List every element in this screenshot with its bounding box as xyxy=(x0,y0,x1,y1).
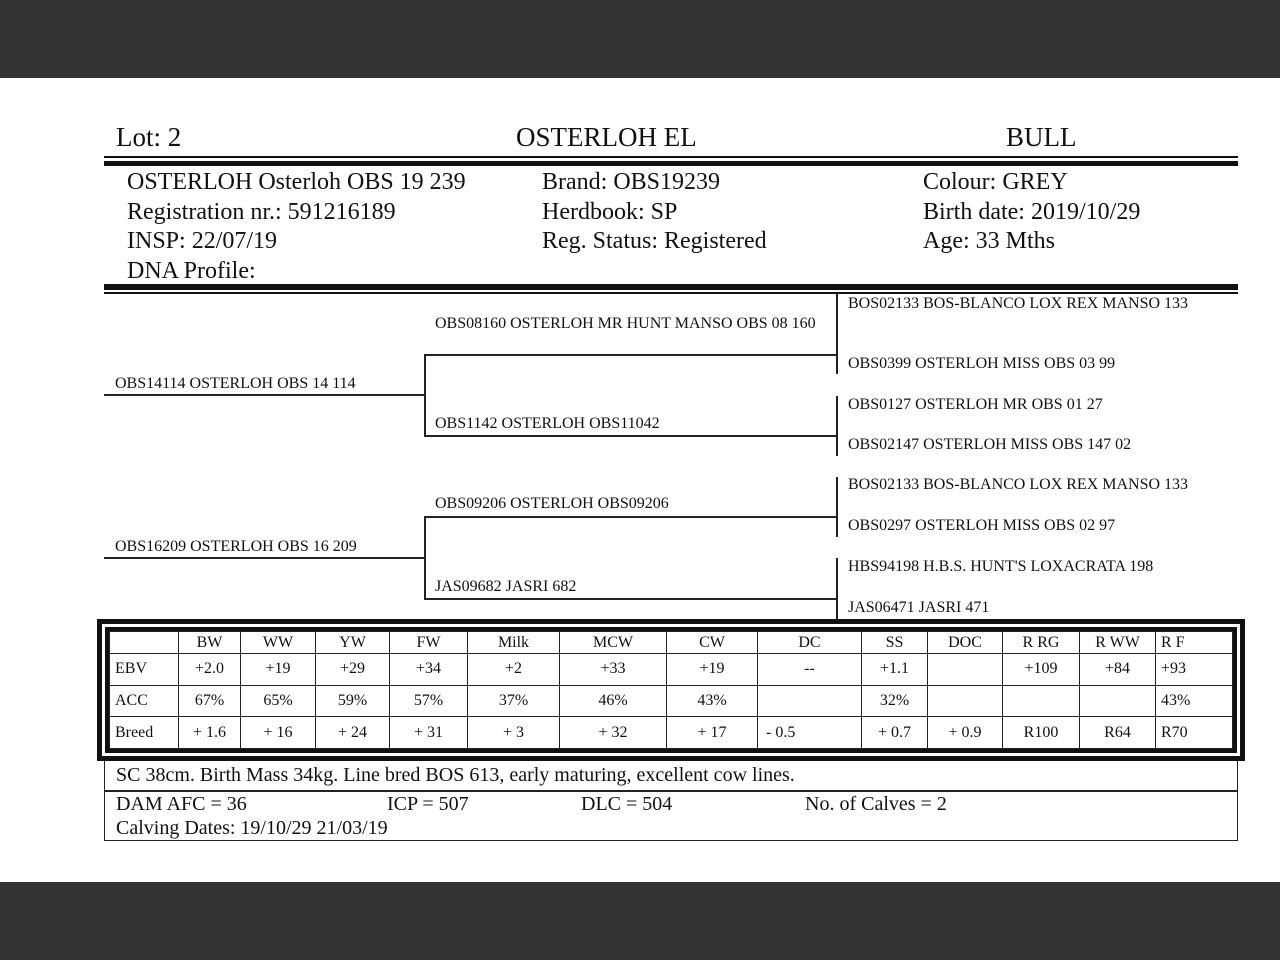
ebv-header-cell: FW xyxy=(390,632,468,654)
breed-cell: + 0.7 xyxy=(862,717,928,749)
acc-cell: 46% xyxy=(560,685,667,717)
pedigree-ggp-5: BOS02133 BOS-BLANCO LOX REX MANSO 133 xyxy=(848,476,1189,493)
pedigree-ggp-3: OBS0127 OSTERLOH MR OBS 01 27 xyxy=(848,396,1103,413)
breed-cell: R100 xyxy=(1003,717,1080,749)
dna-profile: DNA Profile: xyxy=(127,257,256,284)
ebv-header-cell: DOC xyxy=(928,632,1003,654)
breed-cell: + 31 xyxy=(390,717,468,749)
breed-cell: R70 xyxy=(1156,717,1233,749)
pedigree-dam: OBS16209 OSTERLOH OBS 16 209 xyxy=(115,538,357,555)
details-column-2 xyxy=(542,168,767,257)
acc-cell xyxy=(1003,685,1080,717)
ebv-cell: +93 xyxy=(1156,654,1233,686)
ebv-table-frame xyxy=(97,619,1245,761)
ggp-bracket-2 xyxy=(836,396,838,456)
acc-cell: 65% xyxy=(241,685,316,717)
dam-line xyxy=(104,557,425,559)
acc-cell: 32% xyxy=(862,685,928,717)
brand: Brand: OBS19239 xyxy=(542,169,721,195)
ebv-header-cell xyxy=(110,632,179,654)
ebv-cell xyxy=(928,654,1003,686)
viewer-bottom-bar xyxy=(0,882,1280,960)
pedigree-ggp-7: HBS94198 H.B.S. HUNT'S LOXACRATA 198 xyxy=(848,558,1154,575)
acc-row-label: ACC xyxy=(110,685,179,717)
dam-stats-row xyxy=(105,793,1237,815)
ebv-header-cell: SS xyxy=(862,632,928,654)
ebv-cell: +1.1 xyxy=(862,654,928,686)
breed-cell: + 17 xyxy=(667,717,758,749)
ebv-header-cell: R F xyxy=(1156,632,1233,654)
ebv-header-cell: BW xyxy=(179,632,241,654)
acc-cell xyxy=(758,685,862,717)
reg-status: Reg. Status: Registered xyxy=(542,228,767,254)
sire-bracket xyxy=(424,354,426,436)
acc-cell: 43% xyxy=(667,685,758,717)
pedigree-ggp-2: OBS0399 OSTERLOH MISS OBS 03 99 xyxy=(848,355,1116,372)
ebv-cell: +29 xyxy=(316,654,390,686)
ebv-row-label: EBV xyxy=(110,654,179,686)
ebv-cell: +34 xyxy=(390,654,468,686)
lot-number: Lot: 2 xyxy=(116,122,182,152)
details-column-3 xyxy=(923,168,1140,257)
icp: ICP = 507 xyxy=(387,793,469,815)
ebv-header-cell: CW xyxy=(667,632,758,654)
ebv-table-inner-frame xyxy=(105,627,1237,753)
pedigree-ggp-8: JAS06471 JASRI 471 xyxy=(848,599,990,616)
breed-cell: R64 xyxy=(1080,717,1156,749)
ebv-cell: +33 xyxy=(560,654,667,686)
pedigree-dam-dam: JAS09682 JASRI 682 xyxy=(435,578,577,595)
breed-cell: + 24 xyxy=(316,717,390,749)
dlc: DLC = 504 xyxy=(581,793,673,815)
acc-cell: 67% xyxy=(179,685,241,717)
acc-cell: 59% xyxy=(316,685,390,717)
dam-dam-line xyxy=(424,598,837,600)
ebv-header-cell: R WW xyxy=(1080,632,1156,654)
ebv-cell: +2.0 xyxy=(179,654,241,686)
breed-cell: + 32 xyxy=(560,717,667,749)
ebv-header-cell: MCW xyxy=(560,632,667,654)
birth-date: Birth date: 2019/10/29 xyxy=(923,198,1141,225)
pedigree-ggp-4: OBS02147 OSTERLOH MISS OBS 147 02 xyxy=(848,436,1132,453)
pedigree-ggp-6: OBS0297 OSTERLOH MISS OBS 02 97 xyxy=(848,517,1116,534)
notes-box xyxy=(104,761,1238,841)
acc-cell: 37% xyxy=(468,685,560,717)
ebv-row xyxy=(110,654,1233,686)
ebv-cell: +2 xyxy=(468,654,560,686)
lot-title-row xyxy=(104,122,1238,156)
pedigree-sire-sire: OBS08160 OSTERLOH MR HUNT MANSO OBS 08 160 xyxy=(435,315,816,332)
breed-cell: + 0.9 xyxy=(928,717,1003,749)
colour: Colour: GREY xyxy=(923,169,1068,195)
ggp-bracket-3 xyxy=(836,477,838,537)
acc-cell: 57% xyxy=(390,685,468,717)
ebv-header-cell: WW xyxy=(241,632,316,654)
ebv-table xyxy=(109,631,1233,749)
ebv-cell: +109 xyxy=(1003,654,1080,686)
sire-dam-line xyxy=(424,435,837,437)
ebv-cell: +19 xyxy=(241,654,316,686)
ebv-header-cell: Milk xyxy=(468,632,560,654)
acc-cell: 43% xyxy=(1156,685,1233,717)
breed-cell: + 3 xyxy=(468,717,560,749)
sire-sire-line xyxy=(424,354,837,356)
ebv-header-cell: YW xyxy=(316,632,390,654)
inspection-date: INSP: 22/07/19 xyxy=(127,228,278,254)
age: Age: 33 Mths xyxy=(923,228,1055,254)
catalogue-page xyxy=(0,78,1280,882)
notes-divider xyxy=(105,790,1237,792)
breed-cell: - 0.5 xyxy=(758,717,862,749)
header-rule xyxy=(104,156,1238,165)
breed-row xyxy=(110,717,1233,749)
pedigree-sire: OBS14114 OSTERLOH OBS 14 114 xyxy=(115,375,356,392)
full-name: OSTERLOH Osterloh OBS 19 239 xyxy=(127,169,466,195)
details-column-1 xyxy=(127,168,466,286)
sire-line xyxy=(104,394,425,396)
animal-name: OSTERLOH EL xyxy=(516,122,697,152)
registration-number: Registration nr.: 591216189 xyxy=(127,198,396,225)
ebv-cell: +19 xyxy=(667,654,758,686)
number-of-calves: No. of Calves = 2 xyxy=(805,793,947,815)
viewer-top-bar xyxy=(0,0,1280,78)
dam-bracket xyxy=(424,516,426,598)
ebv-header-cell: R RG xyxy=(1003,632,1080,654)
ebv-cell: -- xyxy=(758,654,862,686)
ebv-header-cell: DC xyxy=(758,632,862,654)
breed-cell: + 16 xyxy=(241,717,316,749)
calving-dates: Calving Dates: 19/10/29 21/03/19 xyxy=(116,817,388,839)
pedigree-sire-dam: OBS1142 OSTERLOH OBS11042 xyxy=(435,415,660,432)
pedigree-ggp-1: BOS02133 BOS-BLANCO LOX REX MANSO 133 xyxy=(848,295,1189,312)
acc-cell xyxy=(928,685,1003,717)
ebv-cell: +84 xyxy=(1080,654,1156,686)
comment-text: SC 38cm. Birth Mass 34kg. Line bred BOS 613, early maturing, excellent cow lines. xyxy=(116,764,795,786)
dam-sire-line xyxy=(424,516,837,518)
acc-row xyxy=(110,685,1233,717)
dam-afc: DAM AFC = 36 xyxy=(116,793,247,815)
ggp-bracket-1 xyxy=(836,294,838,374)
pedigree-chart xyxy=(104,294,1238,619)
animal-sex: BULL xyxy=(1006,122,1077,152)
breed-cell: + 1.6 xyxy=(179,717,241,749)
acc-cell xyxy=(1080,685,1156,717)
ggp-bracket-4 xyxy=(836,558,838,619)
pedigree-dam-sire: OBS09206 OSTERLOH OBS09206 xyxy=(435,495,669,512)
details-rule xyxy=(104,284,1238,294)
herdbook: Herdbook: SP xyxy=(542,198,678,225)
ebv-header-row xyxy=(110,632,1233,654)
breed-row-label: Breed xyxy=(110,717,179,749)
